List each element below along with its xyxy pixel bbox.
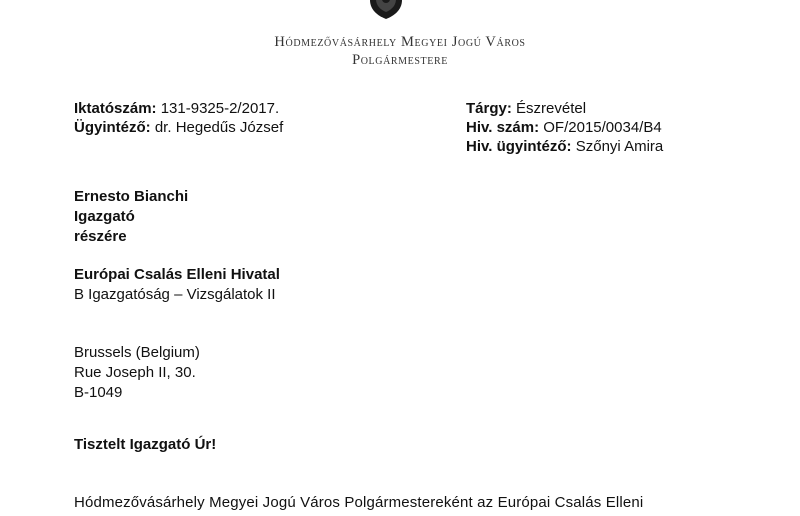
organization-name: Európai Csalás Elleni Hivatal xyxy=(74,266,280,283)
address-city: Brussels (Belgium) xyxy=(74,344,200,361)
hiv-szam-label: Hiv. szám: xyxy=(466,119,540,136)
organization-block xyxy=(74,265,280,305)
recipient-title: Igazgató xyxy=(74,208,135,225)
targy-label: Tárgy: xyxy=(466,100,512,117)
address-postcode: B-1049 xyxy=(74,384,123,401)
targy-row xyxy=(466,99,663,118)
coat-of-arms-icon xyxy=(364,0,408,20)
body-first-line: Hódmezővásárhely Megyei Jogú Város Polgármestereként az Európai Csalás Elleni xyxy=(74,494,644,511)
targy-value: Észrevétel xyxy=(516,100,587,117)
iktatoszam-row xyxy=(74,99,283,118)
salutation: Tisztelt Igazgató Úr! xyxy=(74,436,217,453)
issuer-name: Hódmezővásárhely Megyei Jogú Város xyxy=(274,34,526,50)
ugyintezo-row xyxy=(74,118,283,137)
address-street: Rue Joseph II, 30. xyxy=(74,364,196,381)
organization-unit: B Igazgatóság – Vizsgálatok II xyxy=(74,286,276,303)
recipient-for: részére xyxy=(74,228,127,245)
issuer-title: Polgármestere xyxy=(352,52,448,68)
recipient-block xyxy=(74,187,188,247)
recipient-name: Ernesto Bianchi xyxy=(74,188,189,205)
ugyintezo-value: dr. Hegedűs József xyxy=(154,119,284,136)
reference-block xyxy=(74,99,283,137)
address-block xyxy=(74,343,200,403)
iktatoszam-value: 131-9325-2/2017. xyxy=(160,100,280,117)
hiv-szam-value: OF/2015/0034/B4 xyxy=(543,119,662,136)
hiv-ugyintezo-value: Szőnyi Amira xyxy=(575,138,664,155)
hiv-ugyintezo-row xyxy=(466,137,663,156)
hiv-ugyintezo-label: Hiv. ügyintéző: xyxy=(466,138,572,155)
iktatoszam-label: Iktatószám: xyxy=(74,100,157,117)
ugyintezo-label: Ügyintéző: xyxy=(74,119,151,136)
hiv-szam-row xyxy=(466,118,663,137)
subject-block xyxy=(466,99,663,156)
